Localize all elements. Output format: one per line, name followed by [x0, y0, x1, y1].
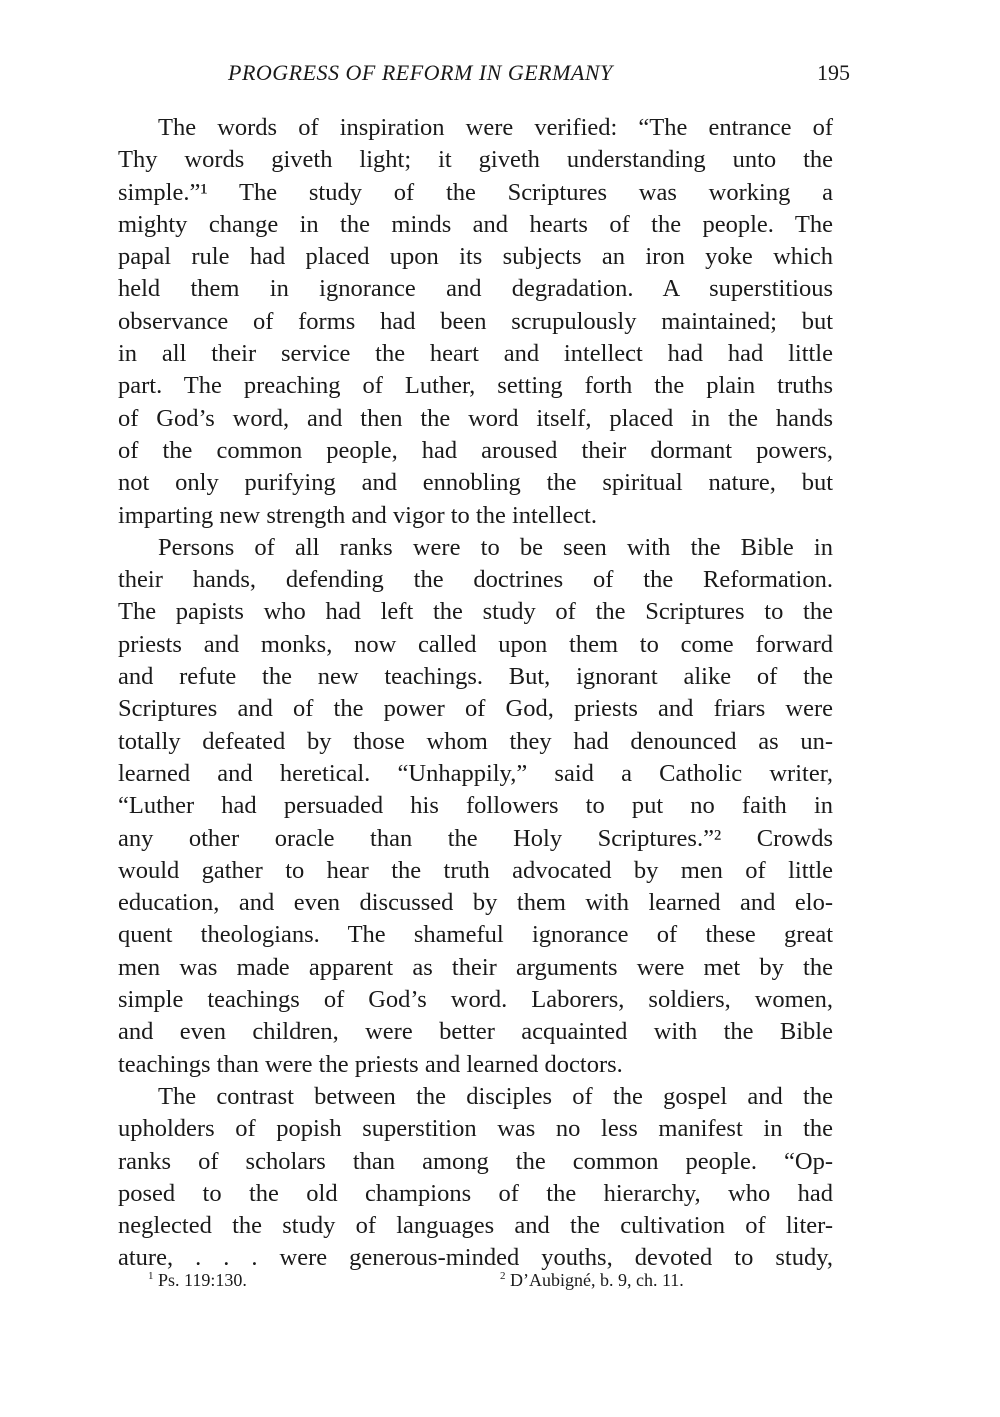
paragraph: [118, 532, 833, 1081]
text-line: teachings than were the priests and learned doctors.: [118, 1050, 623, 1078]
text-line: The papists who had left the study of the Scriptures to the: [118, 598, 833, 626]
body-text: [118, 112, 833, 1275]
text-line: held them in ignorance and degradation. A superstitious: [118, 275, 833, 303]
text-line: ranks of scholars than among the common people. “Op-: [118, 1147, 833, 1175]
text-line: imparting new strength and vigor to the intellect.: [118, 501, 597, 529]
text-line: education, and even discussed by them with learned and elo-: [118, 889, 833, 917]
text-line: part. The preaching of Luther, setting forth the plain truths: [118, 372, 833, 400]
text-line: not only purifying and ennobling the spiritual nature, but: [118, 469, 833, 497]
paragraph: [118, 1081, 833, 1275]
footnote-2: [500, 1270, 684, 1291]
text-line: Thy words giveth light; it giveth understanding unto the: [118, 146, 833, 174]
text-line: simple teachings of God’s word. Laborers, soldiers, women,: [118, 986, 833, 1014]
text-line: mighty change in the minds and hearts of the people. The: [118, 210, 833, 238]
text-line: men was made apparent as their arguments were met by the: [118, 953, 833, 981]
footnote-text: D’Aubigné, b. 9, ch. 11.: [510, 1270, 684, 1290]
text-line: in all their service the heart and intellect had had little: [118, 340, 833, 368]
text-line: observance of forms had been scrupulously maintained; but: [118, 307, 833, 335]
text-line: ature, . . . were generous-minded youths, devoted to study,: [118, 1244, 833, 1272]
text-line: Scriptures and of the power of God, priests and friars were: [118, 695, 833, 723]
text-line: learned and heretical. “Unhappily,” said a Catholic writer,: [118, 759, 833, 787]
running-header: [118, 60, 850, 90]
text-line: The contrast between the disciples of the gospel and the: [158, 1082, 833, 1110]
text-line: of God’s word, and then the word itself, placed in the hands: [118, 404, 833, 432]
text-line: any other oracle than the Holy Scriptures.”² Crowds: [118, 824, 833, 852]
text-line: would gather to hear the truth advocated by men of little: [118, 856, 833, 884]
text-line: upholders of popish superstition was no less manifest in the: [118, 1115, 833, 1143]
text-line: their hands, defending the doctrines of the Reformation.: [118, 566, 833, 594]
running-title: PROGRESS OF REFORM IN GERMANY: [228, 60, 613, 85]
text-line: simple.”¹ The study of the Scriptures was working a: [118, 178, 833, 206]
footnote-mark: 2: [500, 1270, 506, 1282]
paragraph: [118, 112, 833, 532]
text-line: papal rule had placed upon its subjects an iron yoke which: [118, 243, 833, 271]
text-line: priests and monks, now called upon them to come forward: [118, 630, 833, 658]
text-line: posed to the old champions of the hierarchy, who had: [118, 1179, 833, 1207]
text-line: neglected the study of languages and the cultivation of liter-: [118, 1212, 833, 1240]
text-line: “Luther had persuaded his followers to put no faith in: [118, 792, 833, 820]
text-line: of the common people, had aroused their dormant powers,: [118, 436, 833, 464]
footnote-text: Ps. 119:130.: [158, 1270, 247, 1290]
page-number: 195: [817, 60, 850, 85]
text-line: and refute the new teachings. But, ignorant alike of the: [118, 663, 833, 691]
text-line: totally defeated by those whom they had denounced as un-: [118, 727, 833, 755]
text-line: The words of inspiration were verified: “The entrance of: [158, 114, 833, 141]
text-line: and even children, were better acquainted with the Bible: [118, 1018, 833, 1046]
text-line: quent theologians. The shameful ignorance of these great: [118, 921, 833, 949]
text-line: Persons of all ranks were to be seen with the Bible in: [158, 533, 833, 561]
footnote-1: [148, 1270, 247, 1291]
footnote-mark: 1: [148, 1270, 154, 1282]
